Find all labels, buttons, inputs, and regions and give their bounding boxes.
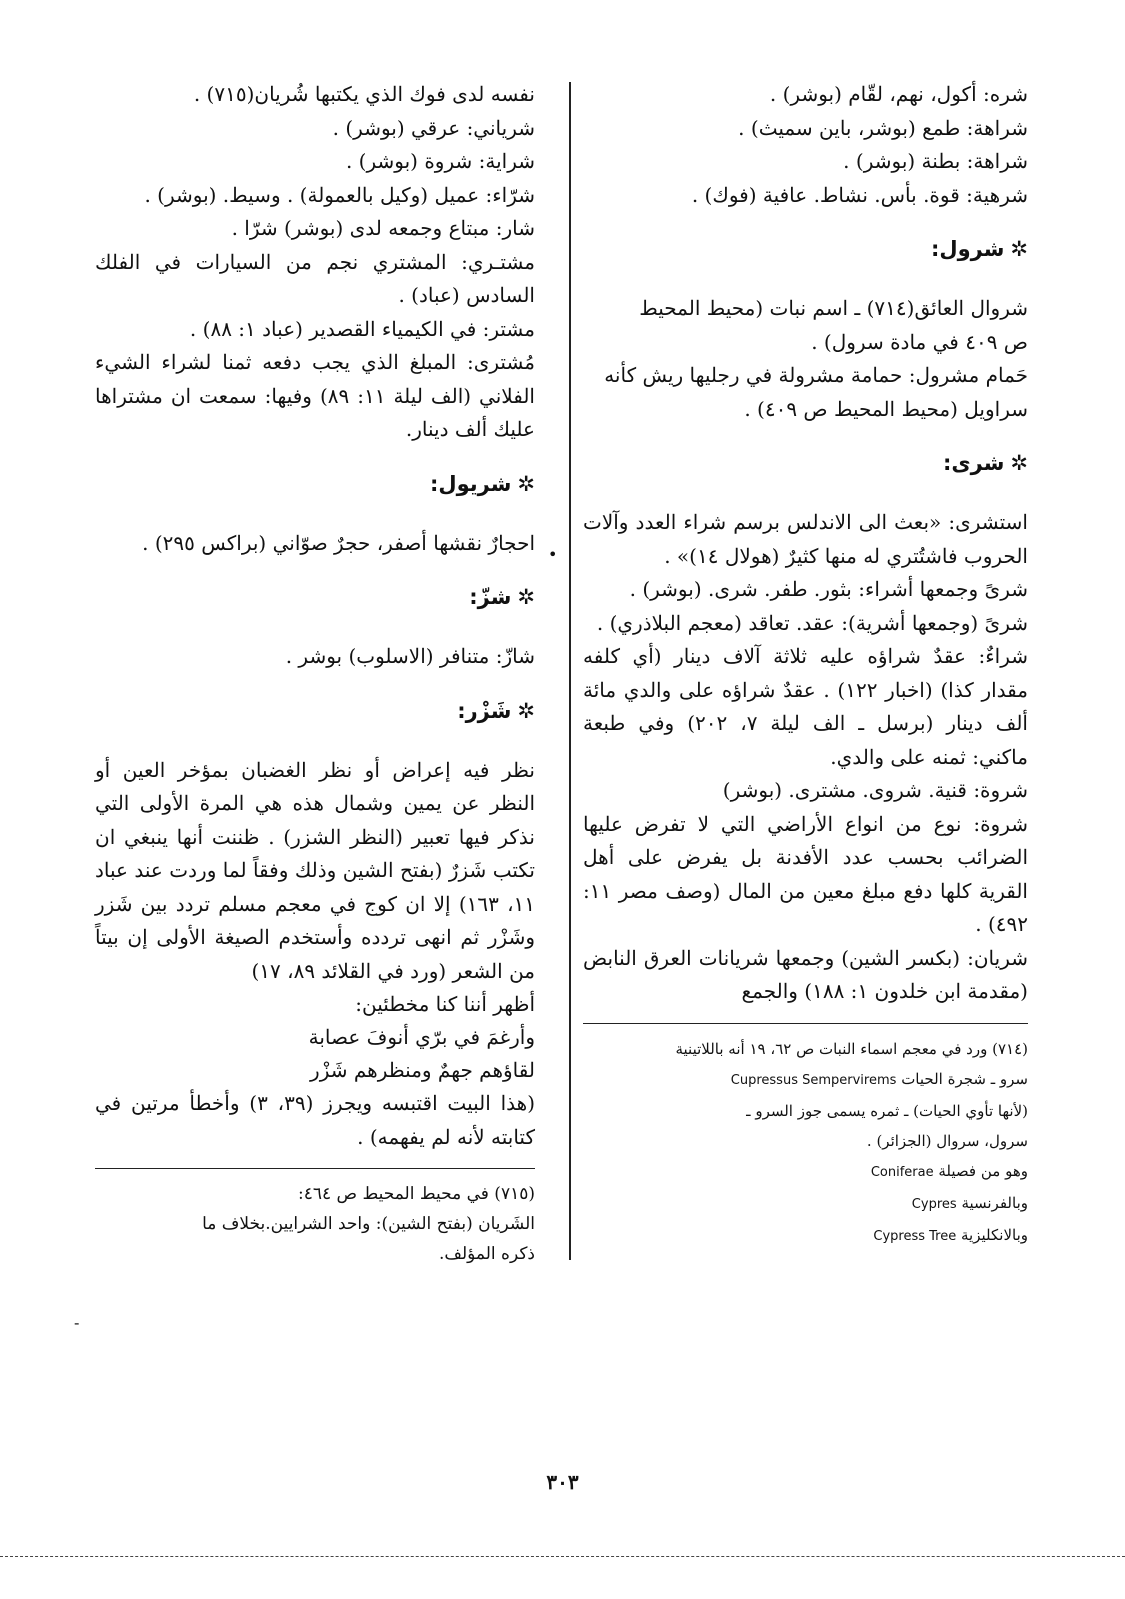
entry-line: شره: أكول، نهم، لقّام (بوشر) .	[769, 82, 1028, 106]
footnote-line: وهو من فصيلة Coniferae	[870, 1161, 1028, 1180]
asterisk-icon: ✲	[1010, 451, 1028, 475]
verse-line: وأرغمَ في برّي أنوفَ عصابة	[308, 1025, 535, 1049]
section-heading-shazr: ✲شَزْر:	[457, 698, 535, 723]
footnote-line: الشَريان (بفتح الشين): واحد الشرايين.بخلاف ما	[202, 1214, 535, 1234]
entry-paragraph: شرىً وجمعها أشراء: بثور. طفر. شرى. (بوشر) .	[629, 577, 1028, 601]
entry-paragraph: شروة: قنية. شروى. مشترى. (بوشر)	[722, 778, 1028, 802]
latin-term: Cypres	[911, 1196, 957, 1212]
bottom-dashed-rule	[0, 1556, 1125, 1557]
entry-paragraph: شريان: (بكسر الشين) وجمعها شريانات العرق النابض (مقدمة ابن خلدون ١: ١٨٨) والجمع	[583, 945, 1028, 1003]
page-number: ٣٠٣	[546, 1470, 579, 1494]
entry-line: سراويل (محيط المحيط ص ٤٠٩) .	[744, 396, 1028, 421]
footnote-rule	[95, 1168, 535, 1169]
asterisk-icon: ✲	[517, 585, 535, 609]
entry-paragraph: مُشترى: المبلغ الذي يجب دفعه ثمنا لشراء الشيء الفلاني (الف ليلة ١١: ٨٩) وفيها: سمعت ان مشتراها عليك ألف دينار.	[95, 350, 535, 441]
footnote-line: (لأنها تأوي الحيات) ـ ثمره يسمى جوز السرو ـ	[746, 1101, 1028, 1120]
entry-paragraph: شازّ: متنافر (الاسلوب) بوشر .	[285, 644, 535, 668]
latin-term: Cupressus Sempervirems	[730, 1072, 897, 1088]
right-column	[583, 78, 1028, 1252]
entry-line: شراهة: بطنة (بوشر) .	[843, 149, 1028, 173]
footnote-714	[583, 1034, 1028, 1252]
entry-paragraph: شرىً (وجمعها أشرية): عقد. تعاقد (معجم البلاذري) .	[596, 610, 1028, 635]
footnote-line: سرول، سروال (الجزائر) .	[866, 1131, 1028, 1150]
verse-intro: أظهر أننا كنا مخطئين:	[355, 992, 535, 1016]
entry-paragraph: شراءٌ: عقدٌ شراؤه عليه ثلاثة آلاف دينار (أي كلفه مقدار كذا) (اخبار ١٢٢) . عقدٌ شراؤه على والدي مائة ألف دينار (برسل ـ الف ليلة ٧، ٢٠٢) وفي طبعة ماكني: ثمنه على والدي.	[583, 644, 1028, 769]
entry-line: شراهة: طمع (بوشر، باين سميث) .	[738, 115, 1028, 140]
footnote-line: (٧١٤) ورد في معجم اسماء النبات ص ٦٢، ١٩ أنه باللاتينية	[675, 1039, 1028, 1058]
asterisk-icon: ✲	[517, 471, 535, 496]
entry-paragraph: احجارٌ نقشها أصفر، حجرٌ صوّاني (براكس ٢٩٥) .	[142, 530, 535, 555]
entry-paragraph: شروة: نوع من انواع الأراضي التي لا تفرض عليها الضرائب بحسب عدد الأفدنة بل يفرض على أهل القرية كلها دفع مبلغ معين من المال (وصف مصر ١١: ٤٩٢) .	[583, 811, 1028, 936]
entry-paragraph: استشرى: «بعث الى الاندلس برسم شراء العدد وآلات الحروب فاشتُتري له منها كثيرٌ (هولال ١٤)» .	[583, 510, 1028, 568]
section-heading-shara: ✲شرى:	[943, 451, 1028, 475]
verse-line: لقاؤهم جهمٌ ومنظرهم شَزْر	[310, 1058, 535, 1082]
footnote-line: (٧١٥) في محيط المحيط ص ٤٦٤:	[297, 1184, 535, 1204]
entry-line: شرياني: عرقي (بوشر) .	[332, 115, 535, 140]
section-heading-shazz: ✲شزّ:	[469, 585, 535, 609]
entry-line: شار: مبتاع وجمعه لدى (بوشر) شرّا .	[231, 216, 535, 240]
footnote-line: وبالانكليزية Cypress Tree	[873, 1225, 1028, 1244]
asterisk-icon: ✲	[517, 698, 535, 723]
footnote-rule	[583, 1023, 1028, 1024]
margin-dot: •	[548, 545, 558, 564]
entry-line: حَمام مشرول: حمامة مشرولة في رجليها ريش كأنه	[604, 363, 1028, 387]
entry-paragraph: (هذا البيت اقتبسه ويجرز (٣٩، ٣) وأخطأ مرتين في كتابته لأنه لم يفهمه) .	[95, 1091, 536, 1149]
column-divider	[569, 82, 571, 1260]
footnote-line: سرو ـ شجرة الحيات Cupressus Sempervirems	[730, 1069, 1028, 1088]
footnote-line: وبالفرنسية Cypres	[911, 1193, 1028, 1212]
asterisk-icon: ✲	[1010, 237, 1028, 261]
section-heading-shiryul: ✲شريول:	[430, 471, 535, 496]
entry-line: نفسه لدى فوك الذي يكتبها شُريان(٧١٥) .	[193, 82, 535, 106]
margin-mark: -	[74, 1313, 80, 1332]
entry-line: شروال العائق(٧١٤) ـ اسم نبات (محيط المحيط	[639, 296, 1028, 320]
entry-line: شرهية: قوة. بأس. نشاط. عافية (فوك) .	[691, 182, 1028, 207]
latin-term: Cypress Tree	[873, 1228, 957, 1244]
entry-line: شراية: شروة (بوشر) .	[345, 149, 535, 173]
entry-paragraph: نظر فيه إعراض أو نظر الغضبان بمؤخر العين أو النظر عن يمين وشمال هذه هي المرة الأولى التي نذكر فيها تعبير (النظر الشزر) . ظننت أنها ينبغي ان تكتب شَزرٌ (بفتح الشين وذلك وفقاً لما وردت عند عباد ١١، ١٦٣) إلا ان كوج في معجم مسلم تردد بين شَزر وشَزْر ثم انهى تردده وأستخدم الصيغة الأولى إن بيتاً من الشعر (ورد في القلائد ٨٩، ١٧)	[95, 757, 536, 983]
entry-line: ص ٤٠٩ في مادة سرول) .	[811, 329, 1028, 354]
entry-paragraph: مشتر: في الكيمياء القصدير (عباد ١: ٨٨) .	[189, 316, 535, 341]
entry-paragraph: مشتـري: المشتري نجم من السيارات في الفلك السادس (عباد) .	[95, 249, 535, 307]
footnote-715	[95, 1179, 535, 1269]
latin-term: Coniferae	[870, 1164, 934, 1180]
left-column	[95, 78, 535, 1269]
footnote-line: ذكره المؤلف.	[438, 1244, 535, 1264]
entry-line: شرّاء: عميل (وكيل بالعمولة) . وسيط. (بوشر) .	[144, 182, 535, 207]
section-heading-sharwal: ✲شرول:	[931, 237, 1028, 261]
